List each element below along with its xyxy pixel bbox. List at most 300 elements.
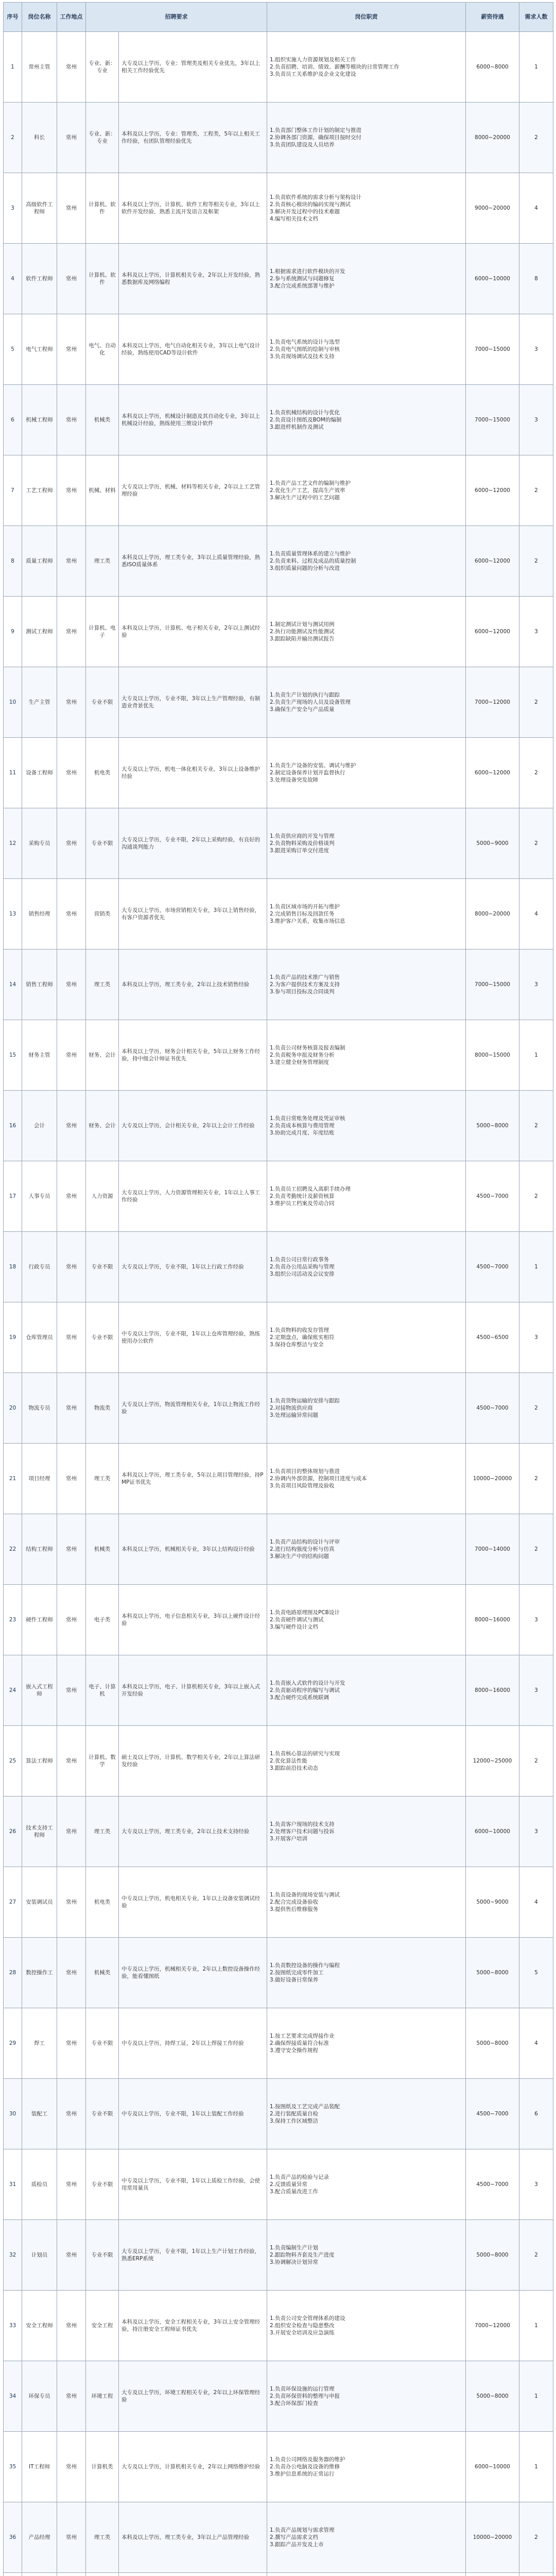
cell-no: 20	[4, 1373, 22, 1444]
cell-location: 常州	[57, 2361, 86, 2432]
cell-count: 2	[519, 2502, 553, 2573]
cell-major: 物流类	[86, 1373, 119, 1444]
cell-count: 3	[519, 2149, 553, 2220]
cell-duties: 1.负责产品结构的设计与评审 2.进行结构强度分析与仿真 3.解决生产中的结构问题	[267, 1514, 466, 1585]
cell-location: 常州	[57, 2291, 86, 2361]
cell-count: 3	[519, 950, 553, 1020]
cell-no: 33	[4, 2291, 22, 2361]
cell-duties: 1.负责数控设备的操作与编程 2.按图纸完成零件加工 3.做好设备日常保养	[267, 1938, 466, 2008]
cell-title: 仓库管理员	[22, 1302, 57, 1373]
table-row	[4, 385, 553, 455]
cell-requirements: 大专及以上学历，机电一体化相关专业，3年以上设备维护经验	[119, 738, 267, 808]
cell-no: 24	[4, 1655, 22, 1726]
cell-location: 常州	[57, 2432, 86, 2502]
table-row	[4, 1938, 553, 2008]
table-row	[4, 2149, 553, 2220]
cell-location: 常州	[57, 2220, 86, 2291]
cell-duties: 1.按图纸及工艺完成产品装配 2.进行装配质量自检 3.保持工作区域整洁	[267, 2079, 466, 2149]
table-row	[4, 2361, 553, 2432]
cell-duties	[267, 2573, 466, 2576]
cell-title: 人事专员	[22, 1161, 57, 1232]
cell-location: 常州	[57, 597, 86, 667]
cell-location: 常州	[57, 1020, 86, 1091]
cell-major: 理工类	[86, 2502, 119, 2573]
cell-location: 常州	[57, 1867, 86, 1938]
cell-major: 专业不限	[86, 2220, 119, 2291]
cell-count: 3	[519, 597, 553, 667]
table-row	[4, 1655, 553, 1726]
cell-major	[86, 2573, 119, 2576]
cell-count: 1	[519, 1232, 553, 1302]
cell-duties: 1.负责电路原理图及PCB设计 2.负责硬件调试与测试 3.编写硬件设计文档	[267, 1585, 466, 1655]
cell-count: 3	[519, 385, 553, 455]
cell-count: 1	[519, 2361, 553, 2432]
cell-duties: 1.负责产品规划与需求管理 2.撰写产品需求文档 3.跟踪产品开发及上市	[267, 2502, 466, 2573]
cell-salary: 4500~7000	[466, 1373, 519, 1444]
cell-requirements: 中专及以上学历，专业不限，1年以上装配工作经验	[119, 2079, 267, 2149]
cell-location: 常州	[57, 1373, 86, 1444]
cell-location: 常州	[57, 738, 86, 808]
table-row	[4, 1091, 553, 1161]
cell-title: 质量工程师	[22, 526, 57, 597]
cell-requirements: 大专及以上学历，专业不限，1年以上生产计划工作经验，熟悉ERP系统	[119, 2220, 267, 2291]
cell-requirements: 中专及以上学历，机械相关专业，2年以上数控设备操作经验，能看懂图纸	[119, 1938, 267, 2008]
cell-location: 常州	[57, 1444, 86, 1514]
cell-salary: 5000~8000	[466, 2361, 519, 2432]
table-row	[4, 455, 553, 526]
cell-location: 常州	[57, 1938, 86, 2008]
table-row	[4, 1867, 553, 1938]
cell-salary: 5000~9000	[466, 1867, 519, 1938]
cell-requirements: 本科及以上学历，理工类专业，2年以上技术销售经验	[119, 950, 267, 1020]
cell-major: 电子、计算机	[86, 1655, 119, 1726]
cell-duties: 1.负责项目的整体规划与推进 2.协调内外部资源，控制项目进度与成本 3.负责项目风险管理及验收	[267, 1444, 466, 1514]
cell-salary: 7000~15000	[466, 950, 519, 1020]
cell-requirements: 本科及以上学历，电子、计算机相关专业，3年以上嵌入式开发经验	[119, 1655, 267, 1726]
cell-requirements: 硕士及以上学历，计算机、数学相关专业，2年以上算法研发经验	[119, 1726, 267, 1797]
cell-location: 常州	[57, 1726, 86, 1797]
cell-duties: 1.负责区域市场的开拓与维护 2.完成销售目标及回款任务 3.维护客户关系，收集市场信息	[267, 879, 466, 950]
cell-location: 常州	[57, 32, 86, 103]
table-row	[4, 2502, 553, 2573]
cell-salary: 5000~8000	[466, 2008, 519, 2079]
cell-title: 技术支持工程师	[22, 1797, 57, 1867]
cell-duties: 1.负责生产计划的执行与跟踪 2.负责生产现场的人员及设备管理 3.确保生产安全与产品质量	[267, 667, 466, 738]
cell-count: 2	[519, 1091, 553, 1161]
header-count: 需求人数	[519, 3, 553, 32]
cell-title: 嵌入式工程师	[22, 1655, 57, 1726]
cell-no: 22	[4, 1514, 22, 1585]
cell-salary: 5000~8000	[466, 1938, 519, 2008]
cell-no: 10	[4, 667, 22, 738]
cell-no: 21	[4, 1444, 22, 1514]
cell-requirements: 本科及以上学历，机械相关专业，3年以上结构设计经验	[119, 1514, 267, 1585]
cell-title	[22, 2573, 57, 2576]
cell-count: 1	[519, 32, 553, 103]
cell-count: 2	[519, 1514, 553, 1585]
cell-salary: 9000~20000	[466, 173, 519, 244]
cell-no: 26	[4, 1797, 22, 1867]
cell-major: 计算机、软件	[86, 173, 119, 244]
cell-title: 科长	[22, 103, 57, 173]
cell-duties: 1.负责电气系统的设计与选型 2.负责电气图纸的绘制与审核 3.负责现场调试及技术支持	[267, 314, 466, 385]
cell-requirements: 大专及以上学历，环境工程相关专业，2年以上环保管理经验	[119, 2361, 267, 2432]
cell-duties: 1.制定测试计划与测试用例 2.执行功能测试及性能测试 3.跟踪缺陷并输出测试报告	[267, 597, 466, 667]
cell-duties: 1.根据需求进行软件模块的开发 2.参与系统测试与问题修复 3.配合完成系统部署与维护	[267, 244, 466, 314]
cell-major: 理工类	[86, 526, 119, 597]
cell-title: 数控操作工	[22, 1938, 57, 2008]
cell-requirements: 本科及以上学历，计算机相关专业，2年以上开发经验，熟悉数据库及网络编程	[119, 244, 267, 314]
header-location: 工作地点	[57, 3, 86, 32]
cell-duties: 1.负责产品的技术推广与销售 2.为客户提供技术方案及支持 3.参与项目投标及合同谈判	[267, 950, 466, 1020]
cell-requirements: 大专及以上学历，机械、材料等相关专业，2年以上工艺管理经验	[119, 455, 267, 526]
cell-salary: 6000~10000	[466, 1797, 519, 1867]
cell-no: 35	[4, 2432, 22, 2502]
cell-major: 专业、新：专业	[86, 103, 119, 173]
cell-duties: 1.负责嵌入式软件的设计与开发 2.负责驱动程序的编写与调试 3.配合硬件完成系统联调	[267, 1655, 466, 1726]
cell-count: 1	[519, 2291, 553, 2361]
cell-count: 2	[519, 1161, 553, 1232]
cell-title: 安装调试员	[22, 1867, 57, 1938]
cell-requirements	[119, 2573, 267, 2576]
cell-no	[4, 2573, 22, 2576]
table-row	[4, 879, 553, 950]
cell-duties: 1.负责货物运输的安排与跟踪 2.对接物流供应商 3.处理运输异常问题	[267, 1373, 466, 1444]
cell-salary: 6000~12000	[466, 597, 519, 667]
cell-requirements: 本科及以上学历，专业：管理类、工程类，5年以上相关工作经验，有团队管理经验优先	[119, 103, 267, 173]
cell-count: 1	[519, 2432, 553, 2502]
cell-requirements: 本科及以上学历，安全工程相关专业，3年以上安全管理经验，持注册安全工程师证书优先	[119, 2291, 267, 2361]
cell-major: 机械类	[86, 385, 119, 455]
cell-major: 财务、会计	[86, 1091, 119, 1161]
cell-location: 常州	[57, 2149, 86, 2220]
cell-major: 专业、新：专业	[86, 32, 119, 103]
cell-major: 计算机、软件	[86, 244, 119, 314]
cell-no: 7	[4, 455, 22, 526]
cell-requirements: 大专及以上学历，专业：管理类及相关专业优先，3年以上相关工作经验优先	[119, 32, 267, 103]
cell-title: 工艺工程师	[22, 455, 57, 526]
table-row	[4, 738, 553, 808]
cell-duties: 1.负责部门整体工作计划的制定与推进 2.协调各部门资源，确保项目按时交付 3.负责团队建设及人员培养	[267, 103, 466, 173]
cell-duties: 1.负责物料的收发存管理 2.定期盘点，确保账实相符 3.保持仓库整洁与安全	[267, 1302, 466, 1373]
cell-requirements: 本科及以上学历，机械设计制造及其自动化专业，3年以上机械设计经验，熟练使用三维设计软件	[119, 385, 267, 455]
cell-salary: 7000~12000	[466, 2291, 519, 2361]
cell-count: 2	[519, 1373, 553, 1444]
cell-location: 常州	[57, 808, 86, 879]
table-row	[4, 1444, 553, 1514]
cell-duties: 1.负责供应商的开发与管理 2.负责物料采购及价格谈判 3.跟进采购订单交付进度	[267, 808, 466, 879]
cell-no: 27	[4, 1867, 22, 1938]
cell-count: 3	[519, 1302, 553, 1373]
cell-duties: 1.负责生产设备的安装、调试与维护 2.制定设备保养计划并监督执行 3.处理设备突发故障	[267, 738, 466, 808]
cell-count: 3	[519, 1585, 553, 1655]
cell-salary: 8000~15000	[466, 1020, 519, 1091]
cell-major: 机械、材料	[86, 455, 119, 526]
cell-title: 销售工程师	[22, 950, 57, 1020]
cell-count	[519, 2573, 553, 2576]
cell-title: 焊工	[22, 2008, 57, 2079]
cell-no: 9	[4, 597, 22, 667]
cell-salary: 8000~16000	[466, 1585, 519, 1655]
cell-no: 19	[4, 1302, 22, 1373]
cell-count: 2	[519, 1726, 553, 1797]
cell-salary: 7000~14000	[466, 1514, 519, 1585]
cell-count: 1	[519, 1020, 553, 1091]
cell-title: 采购专员	[22, 808, 57, 879]
cell-requirements: 大专及以上学历，物流管理相关专业，1年以上物流工作经验	[119, 1373, 267, 1444]
cell-major: 计算机、电子	[86, 597, 119, 667]
cell-no: 15	[4, 1020, 22, 1091]
table-row	[4, 526, 553, 597]
cell-count: 6	[519, 2079, 553, 2149]
header-no: 序号	[4, 3, 22, 32]
cell-location	[57, 2573, 86, 2576]
cell-no: 2	[4, 103, 22, 173]
cell-title: 安全工程师	[22, 2291, 57, 2361]
cell-salary: 8000~16000	[466, 1655, 519, 1726]
table-row	[4, 667, 553, 738]
cell-location: 常州	[57, 1514, 86, 1585]
cell-duties: 1.负责产品工艺文件的编制与维护 2.优化生产工艺，提高生产效率 3.解决生产过程中的工艺问题	[267, 455, 466, 526]
cell-requirements: 大专及以上学历，专业不限，2年以上采购经验，有良好的沟通谈判能力	[119, 808, 267, 879]
cell-count: 5	[519, 1938, 553, 2008]
cell-no: 31	[4, 2149, 22, 2220]
cell-major: 专业不限	[86, 808, 119, 879]
cell-title: 电气工程师	[22, 314, 57, 385]
table-row	[4, 2573, 553, 2576]
cell-title: 产品经理	[22, 2502, 57, 2573]
cell-count: 4	[519, 1867, 553, 1938]
cell-requirements: 大专及以上学历，理工类专业，2年以上技术支持经验	[119, 1797, 267, 1867]
cell-no: 8	[4, 526, 22, 597]
cell-no: 30	[4, 2079, 22, 2149]
cell-requirements: 大专及以上学历，计算机相关专业，2年以上网络维护经验	[119, 2432, 267, 2502]
table-row	[4, 597, 553, 667]
cell-major: 专业不限	[86, 1232, 119, 1302]
cell-location: 常州	[57, 314, 86, 385]
cell-title: 质检员	[22, 2149, 57, 2220]
job-table	[3, 2, 553, 2576]
cell-count: 4	[519, 2008, 553, 2079]
cell-count: 8	[519, 244, 553, 314]
cell-major: 环境工程	[86, 2361, 119, 2432]
cell-duties: 1.负责公司安全管理体系的建设 2.组织安全检查与隐患整改 3.开展安全培训及应急演练	[267, 2291, 466, 2361]
cell-requirements: 大专及以上学历，市场营销相关专业，3年以上销售经验，有客户资源者优先	[119, 879, 267, 950]
cell-title: 计划员	[22, 2220, 57, 2291]
cell-major: 专业不限	[86, 1302, 119, 1373]
cell-salary: 6000~12000	[466, 455, 519, 526]
cell-no: 28	[4, 1938, 22, 2008]
table-row	[4, 2291, 553, 2361]
cell-count: 2	[519, 738, 553, 808]
header-duties: 岗位职责	[267, 3, 466, 32]
cell-count: 4	[519, 173, 553, 244]
cell-count: 2	[519, 667, 553, 738]
cell-major: 理工类	[86, 1444, 119, 1514]
cell-count: 2	[519, 808, 553, 879]
table-row	[4, 950, 553, 1020]
cell-count: 2	[519, 1444, 553, 1514]
cell-duties: 1.负责编制生产计划 2.跟踪物料齐套及生产进度 3.协调解决计划异常	[267, 2220, 466, 2291]
cell-major: 财务、会计	[86, 1020, 119, 1091]
cell-location: 常州	[57, 385, 86, 455]
cell-major: 人力资源	[86, 1161, 119, 1232]
cell-no: 36	[4, 2502, 22, 2573]
cell-salary: 7000~15000	[466, 385, 519, 455]
cell-salary: 4500~7000	[466, 2079, 519, 2149]
cell-major: 机电类	[86, 738, 119, 808]
cell-salary: 8000~20000	[466, 103, 519, 173]
cell-major: 理工类	[86, 950, 119, 1020]
cell-location: 常州	[57, 526, 86, 597]
cell-salary: 6000~10000	[466, 2432, 519, 2502]
cell-title: 结构工程师	[22, 1514, 57, 1585]
cell-requirements: 本科及以上学历，电子信息相关专业，3年以上硬件设计经验	[119, 1585, 267, 1655]
table-row	[4, 1373, 553, 1444]
cell-requirements: 本科及以上学历，计算机、电子相关专业，2年以上测试经验	[119, 597, 267, 667]
cell-location: 常州	[57, 1232, 86, 1302]
cell-location: 常州	[57, 455, 86, 526]
cell-duties: 1.按工艺要求完成焊接作业 2.确保焊接质量符合标准 3.遵守安全操作规程	[267, 2008, 466, 2079]
cell-title: 测试工程师	[22, 597, 57, 667]
cell-major: 专业不限	[86, 667, 119, 738]
cell-title: 软件工程师	[22, 244, 57, 314]
cell-duties: 1.负责质量管理体系的建立与维护 2.负责来料、过程及成品的质量控制 3.组织质量问题的分析与改进	[267, 526, 466, 597]
cell-location: 常州	[57, 2008, 86, 2079]
cell-major: 计算机类	[86, 2432, 119, 2502]
cell-count: 2	[519, 455, 553, 526]
cell-major: 机械类	[86, 1514, 119, 1585]
table-row	[4, 1020, 553, 1091]
cell-major: 营销类	[86, 879, 119, 950]
cell-major: 计算机、数学	[86, 1726, 119, 1797]
cell-major: 专业不限	[86, 2008, 119, 2079]
table-row	[4, 1302, 553, 1373]
cell-title: 销售经理	[22, 879, 57, 950]
cell-count: 2	[519, 526, 553, 597]
cell-no: 29	[4, 2008, 22, 2079]
cell-title: 生产主管	[22, 667, 57, 738]
cell-duties: 1.负责日常账务处理及凭证审核 2.负责成本核算与费用管理 3.协助完成月度、年度结账	[267, 1091, 466, 1161]
cell-no: 14	[4, 950, 22, 1020]
cell-salary: 4500~7000	[466, 1161, 519, 1232]
cell-salary: 6000~8000	[466, 32, 519, 103]
cell-requirements: 本科及以上学历，计算机、软件工程等相关专业，3年以上软件开发经验，熟悉主流开发语言及框架	[119, 173, 267, 244]
cell-major: 安全工程	[86, 2291, 119, 2361]
cell-salary	[466, 2573, 519, 2576]
cell-count: 3	[519, 314, 553, 385]
cell-no: 12	[4, 808, 22, 879]
cell-location: 常州	[57, 173, 86, 244]
cell-location: 常州	[57, 2079, 86, 2149]
cell-no: 4	[4, 244, 22, 314]
table-row	[4, 314, 553, 385]
table-row	[4, 1585, 553, 1655]
cell-title: IT工程师	[22, 2432, 57, 2502]
table-row	[4, 173, 553, 244]
cell-salary: 5000~8000	[466, 2220, 519, 2291]
cell-requirements: 中专及以上学历，专业不限，1年以上仓库管理经验，熟练使用办公软件	[119, 1302, 267, 1373]
cell-title: 项目经理	[22, 1444, 57, 1514]
cell-duties: 1.负责软件系统的需求分析与架构设计 2.负责核心模块的编码实现与测试 3.解决开发过程中的技术难题 4.编写相关技术文档	[267, 173, 466, 244]
header-salary: 薪资待遇	[466, 3, 519, 32]
cell-major: 机电类	[86, 1867, 119, 1938]
cell-location: 常州	[57, 1091, 86, 1161]
table-row	[4, 2432, 553, 2502]
cell-duties: 1.负责客户现场的技术支持 2.处理客户技术问题与投诉 3.开展客户培训	[267, 1797, 466, 1867]
cell-duties: 1.负责员工招聘及入离职手续办理 2.负责考勤统计及薪资核算 3.维护员工档案及劳动合同	[267, 1161, 466, 1232]
cell-duties: 1.负责公司网络及服务器的维护 2.负责办公电脑及设备的维修 3.维护信息系统的正常运行	[267, 2432, 466, 2502]
cell-location: 常州	[57, 950, 86, 1020]
table-row	[4, 32, 553, 103]
table-row	[4, 2079, 553, 2149]
table-row	[4, 1726, 553, 1797]
cell-location: 常州	[57, 1797, 86, 1867]
table-row	[4, 1797, 553, 1867]
cell-location: 常州	[57, 1161, 86, 1232]
cell-count: 3	[519, 1655, 553, 1726]
cell-salary: 10000~20000	[466, 2502, 519, 2573]
cell-salary: 5000~9000	[466, 808, 519, 879]
cell-location: 常州	[57, 244, 86, 314]
cell-count: 4	[519, 879, 553, 950]
cell-duties: 1.负责公司日常行政事务 2.负责办公用品采购与管理 3.组织公司活动及会议安排	[267, 1232, 466, 1302]
cell-requirements: 中专及以上学历，持焊工证，2年以上焊接工作经验	[119, 2008, 267, 2079]
cell-count: 2	[519, 2220, 553, 2291]
cell-title: 物流专员	[22, 1373, 57, 1444]
cell-salary: 6000~12000	[466, 526, 519, 597]
cell-requirements: 本科及以上学历，财务会计相关专业，5年以上财务工作经验，持中级会计师证书优先	[119, 1020, 267, 1091]
cell-requirements: 中专及以上学历，机电相关专业，1年以上设备安装调试经验	[119, 1867, 267, 1938]
cell-requirements: 大专及以上学历，会计相关专业，2年以上会计工作经验	[119, 1091, 267, 1161]
cell-no: 17	[4, 1161, 22, 1232]
cell-title: 设备工程师	[22, 738, 57, 808]
cell-salary: 4500~7000	[466, 2149, 519, 2220]
cell-count: 3	[519, 1797, 553, 1867]
cell-title: 硬件工程师	[22, 1585, 57, 1655]
cell-duties: 1.负责公司财务核算及报表编制 2.负责税务申报及财务分析 3.建立健全财务管理制度	[267, 1020, 466, 1091]
cell-no: 18	[4, 1232, 22, 1302]
cell-title: 算法工程师	[22, 1726, 57, 1797]
cell-location: 常州	[57, 103, 86, 173]
cell-salary: 12000~25000	[466, 1726, 519, 1797]
cell-salary: 8000~20000	[466, 879, 519, 950]
table-row	[4, 2220, 553, 2291]
cell-no: 23	[4, 1585, 22, 1655]
cell-location: 常州	[57, 1302, 86, 1373]
cell-duties: 1.组织实施人力资源规划及相关工作 2.负责招聘、培训、绩效、薪酬等模块的日常管理工作 3.负责员工关系维护及企业文化建设	[267, 32, 466, 103]
cell-duties: 1.负责产品的检验与记录 2.反馈质量异常 3.配合质量改进工作	[267, 2149, 466, 2220]
cell-major: 专业不限	[86, 2149, 119, 2220]
cell-salary: 6000~12000	[466, 738, 519, 808]
cell-salary: 5000~8000	[466, 1091, 519, 1161]
cell-title: 财务主管	[22, 1020, 57, 1091]
cell-title: 环保专员	[22, 2361, 57, 2432]
cell-title: 机械工程师	[22, 385, 57, 455]
cell-title: 行政专员	[22, 1232, 57, 1302]
cell-location: 常州	[57, 2502, 86, 2573]
header-requirements: 招聘要求	[86, 3, 267, 32]
cell-salary: 7000~12000	[466, 667, 519, 738]
cell-no: 32	[4, 2220, 22, 2291]
cell-title: 会计	[22, 1091, 57, 1161]
cell-requirements: 中专及以上学历，专业不限，1年以上质检工作经验，会使用常用量具	[119, 2149, 267, 2220]
cell-location: 常州	[57, 1585, 86, 1655]
cell-requirements: 大专及以上学历，专业不限，1年以上行政工作经验	[119, 1232, 267, 1302]
cell-no: 11	[4, 738, 22, 808]
cell-requirements: 本科及以上学历，电气自动化相关专业，3年以上电气设计经验，熟练使用CAD等设计软件	[119, 314, 267, 385]
cell-salary: 7000~15000	[466, 314, 519, 385]
